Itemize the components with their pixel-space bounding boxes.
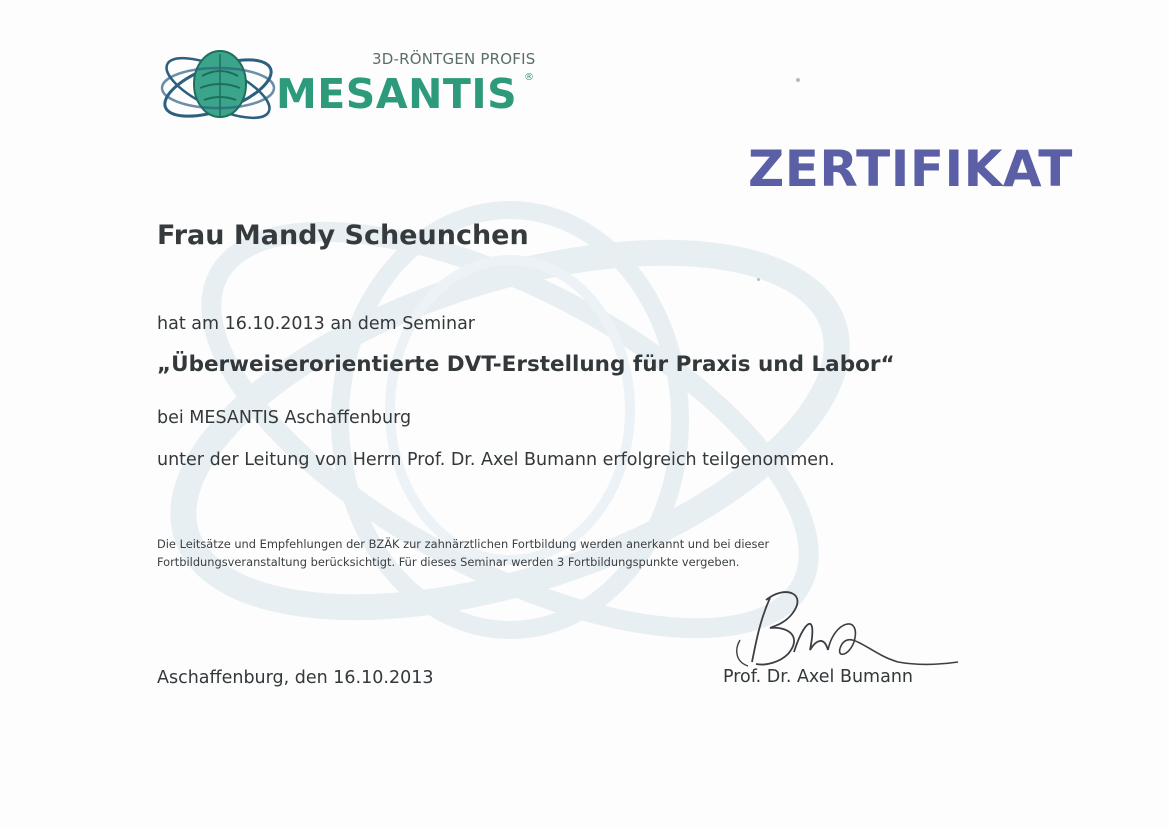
seminar-title: „Überweiserorientierte DVT-Erstellung für Praxis und Labor“	[157, 352, 895, 377]
intro-line: hat am 16.10.2013 an dem Seminar	[157, 314, 475, 334]
notice-line-1: Die Leitsätze und Empfehlungen der BZÄK zur zahnärztlichen Fortbildung werden anerkannt und bei dieser	[157, 537, 770, 551]
accreditation-notice	[157, 535, 917, 571]
logo-tagline: 3D-RÖNTGEN PROFIS	[372, 50, 536, 68]
lead-line: unter der Leitung von Herrn Prof. Dr. Axel Bumann erfolgreich teilgenommen.	[157, 450, 835, 470]
handwritten-signature-icon	[730, 580, 970, 680]
notice-line-2: Fortbildungsveranstaltung berücksichtigt. Für dieses Seminar werden 3 Fortbildungspunkte vergeben.	[157, 555, 740, 569]
certificate-title: ZERTIFIKAT	[748, 140, 1073, 198]
recipient-name: Frau Mandy Scheunchen	[157, 220, 529, 251]
registered-mark: ®	[524, 72, 534, 83]
scan-speck	[757, 278, 760, 281]
mesantis-logo	[158, 36, 548, 136]
head-with-orbits-icon	[158, 36, 278, 136]
place-and-date: Aschaffenburg, den 16.10.2013	[157, 668, 434, 688]
location-line: bei MESANTIS Aschaffenburg	[157, 408, 412, 428]
logo-brand-name: MESANTIS	[276, 70, 518, 118]
scan-speck	[796, 78, 800, 82]
signer-name: Prof. Dr. Axel Bumann	[723, 667, 913, 687]
